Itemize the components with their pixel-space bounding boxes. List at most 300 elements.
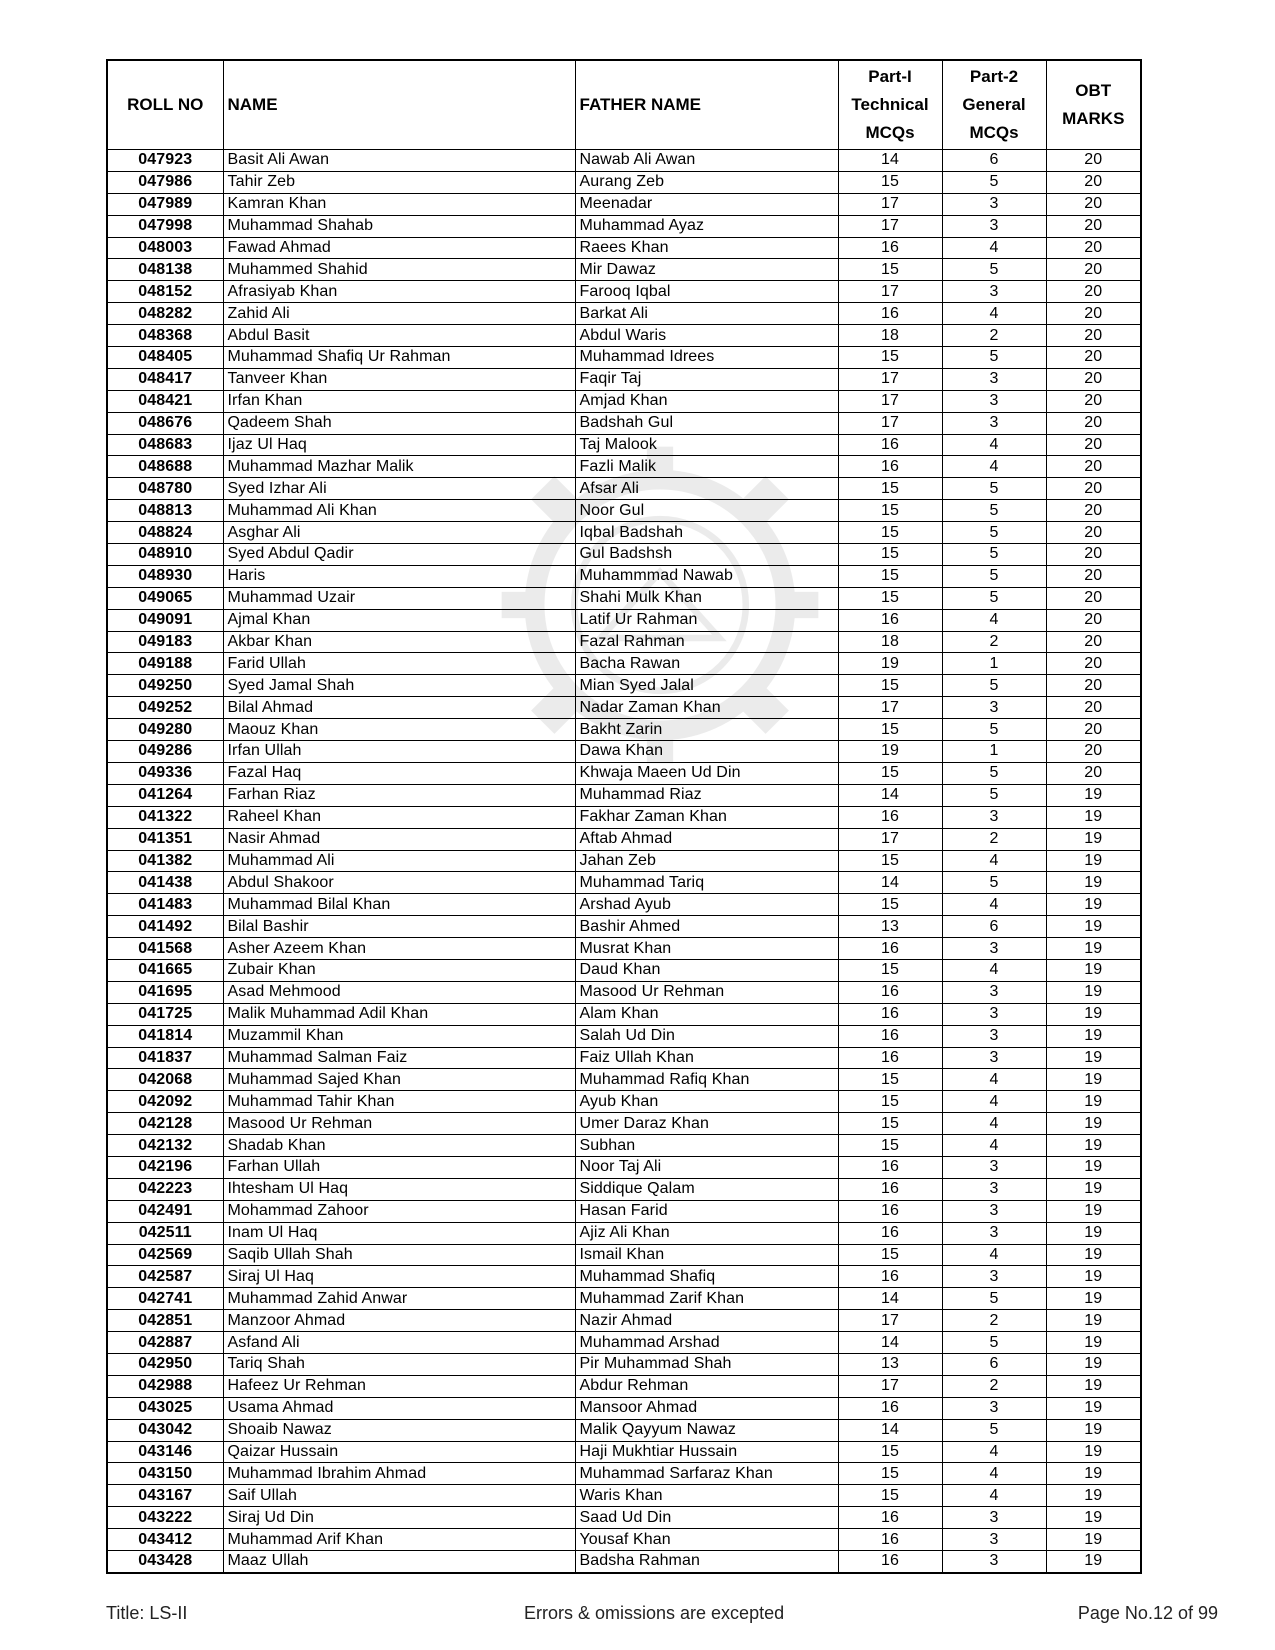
part2-score-cell: 3 — [942, 193, 1046, 215]
part1-score-cell: 16 — [838, 1551, 942, 1573]
obt-marks-cell: 20 — [1046, 325, 1141, 347]
part1-score-cell: 16 — [838, 609, 942, 631]
part2-score-cell: 3 — [942, 1003, 1046, 1025]
obt-marks-cell: 19 — [1046, 1397, 1141, 1419]
part2-score-cell: 3 — [942, 281, 1046, 303]
part2-score-cell: 4 — [942, 303, 1046, 325]
name-cell: Kamran Khan — [223, 193, 575, 215]
father-name-cell: Subhan — [575, 1135, 838, 1157]
part1-score-cell: 16 — [838, 1397, 942, 1419]
part2-score-cell: 5 — [942, 500, 1046, 522]
roll-no-cell: 042223 — [107, 1178, 223, 1200]
results-sheet — [106, 59, 1140, 1574]
name-cell: Hafeez Ur Rehman — [223, 1375, 575, 1397]
father-name-cell: Salah Ud Din — [575, 1025, 838, 1047]
part2-score-cell: 5 — [942, 719, 1046, 741]
obt-marks-cell: 19 — [1046, 1441, 1141, 1463]
obt-marks-cell: 19 — [1046, 1156, 1141, 1178]
obt-marks-cell: 20 — [1046, 215, 1141, 237]
father-name-cell: Fakhar Zaman Khan — [575, 806, 838, 828]
part2-score-cell: 3 — [942, 215, 1046, 237]
footer-page-number: Page No.12 of 99 — [1077, 1603, 1218, 1623]
father-name-cell: Muhammad Sarfaraz Khan — [575, 1463, 838, 1485]
name-cell: Masood Ur Rehman — [223, 1113, 575, 1135]
part1-score-cell: 15 — [838, 850, 942, 872]
roll-no-cell: 049286 — [107, 741, 223, 763]
father-name-cell: Malik Qayyum Nawaz — [575, 1419, 838, 1441]
obt-marks-cell: 19 — [1046, 1200, 1141, 1222]
table-row — [107, 281, 1141, 303]
obt-marks-cell: 19 — [1046, 872, 1141, 894]
name-cell: Irfan Ullah — [223, 741, 575, 763]
father-name-cell: Pir Muhammad Shah — [575, 1353, 838, 1375]
name-cell: Zahid Ali — [223, 303, 575, 325]
table-row — [107, 303, 1141, 325]
name-cell: Inam Ul Haq — [223, 1222, 575, 1244]
part1-score-cell: 16 — [838, 1003, 942, 1025]
roll-no-cell: 042887 — [107, 1332, 223, 1354]
obt-marks-cell: 19 — [1046, 1266, 1141, 1288]
father-name-cell: Dawa Khan — [575, 741, 838, 763]
roll-no-cell: 042851 — [107, 1310, 223, 1332]
name-cell: Asher Azeem Khan — [223, 938, 575, 960]
name-cell: Ijaz Ul Haq — [223, 434, 575, 456]
obt-marks-cell: 20 — [1046, 259, 1141, 281]
obt-marks-cell: 20 — [1046, 631, 1141, 653]
part1-score-cell: 15 — [838, 259, 942, 281]
father-name-cell: Faiz Ullah Khan — [575, 1047, 838, 1069]
part2-score-cell: 2 — [942, 1375, 1046, 1397]
table-row — [107, 1091, 1141, 1113]
part2-score-cell: 4 — [942, 1441, 1046, 1463]
name-cell: Mohammad Zahoor — [223, 1200, 575, 1222]
roll-no-cell: 048676 — [107, 412, 223, 434]
part2-score-cell: 4 — [942, 1069, 1046, 1091]
roll-no-cell: 041568 — [107, 938, 223, 960]
part1-score-cell: 14 — [838, 872, 942, 894]
table-row — [107, 1375, 1141, 1397]
father-name-cell: Noor Taj Ali — [575, 1156, 838, 1178]
obt-marks-cell: 19 — [1046, 1244, 1141, 1266]
roll-no-cell: 043042 — [107, 1419, 223, 1441]
name-cell: Muhammed Shahid — [223, 259, 575, 281]
name-cell: Asad Mehmood — [223, 981, 575, 1003]
header-obt-line: MARKS — [1062, 109, 1125, 128]
roll-no-cell: 041264 — [107, 784, 223, 806]
part1-score-cell: 15 — [838, 522, 942, 544]
obt-marks-cell: 19 — [1046, 981, 1141, 1003]
part1-score-cell: 17 — [838, 215, 942, 237]
roll-no-cell: 047986 — [107, 171, 223, 193]
part2-score-cell: 3 — [942, 1156, 1046, 1178]
part2-score-cell: 6 — [942, 150, 1046, 172]
part2-score-cell: 3 — [942, 1397, 1046, 1419]
name-cell: Asghar Ali — [223, 522, 575, 544]
father-name-cell: Jahan Zeb — [575, 850, 838, 872]
obt-marks-cell: 20 — [1046, 741, 1141, 763]
part1-score-cell: 19 — [838, 653, 942, 675]
obt-marks-cell: 20 — [1046, 434, 1141, 456]
roll-no-cell: 042128 — [107, 1113, 223, 1135]
part2-score-cell: 3 — [942, 1529, 1046, 1551]
name-cell: Syed Abdul Qadir — [223, 544, 575, 566]
header-part2-line: Part-2 — [969, 67, 1019, 86]
name-cell: Nasir Ahmad — [223, 828, 575, 850]
part2-score-cell: 4 — [942, 1091, 1046, 1113]
part2-score-cell: 3 — [942, 938, 1046, 960]
name-cell: Muhammad Uzair — [223, 587, 575, 609]
table-row — [107, 828, 1141, 850]
roll-no-cell: 049252 — [107, 697, 223, 719]
roll-no-cell: 042988 — [107, 1375, 223, 1397]
father-name-cell: Waris Khan — [575, 1485, 838, 1507]
part1-score-cell: 16 — [838, 1200, 942, 1222]
header-part2-line: MCQs — [969, 123, 1019, 142]
roll-no-cell: 042196 — [107, 1156, 223, 1178]
roll-no-cell: 048138 — [107, 259, 223, 281]
part1-score-cell: 15 — [838, 544, 942, 566]
table-row — [107, 806, 1141, 828]
part1-score-cell: 14 — [838, 150, 942, 172]
table-row — [107, 1178, 1141, 1200]
part1-score-cell: 17 — [838, 412, 942, 434]
obt-marks-cell: 19 — [1046, 1529, 1141, 1551]
part2-score-cell: 5 — [942, 544, 1046, 566]
part1-score-cell: 17 — [838, 828, 942, 850]
name-cell: Muhammad Shahab — [223, 215, 575, 237]
table-row — [107, 1353, 1141, 1375]
father-name-cell: Siddique Qalam — [575, 1178, 838, 1200]
roll-no-cell: 041382 — [107, 850, 223, 872]
table-row — [107, 587, 1141, 609]
header-part2-line: General — [962, 95, 1026, 114]
table-row — [107, 784, 1141, 806]
name-cell: Muhammad Ali — [223, 850, 575, 872]
part1-score-cell: 15 — [838, 719, 942, 741]
part2-score-cell: 5 — [942, 478, 1046, 500]
obt-marks-cell: 20 — [1046, 587, 1141, 609]
table-row — [107, 522, 1141, 544]
roll-no-cell: 042092 — [107, 1091, 223, 1113]
roll-no-cell: 043222 — [107, 1507, 223, 1529]
father-name-cell: Mansoor Ahmad — [575, 1397, 838, 1419]
obt-marks-cell: 19 — [1046, 1178, 1141, 1200]
table-row — [107, 1288, 1141, 1310]
name-cell: Haris — [223, 565, 575, 587]
name-cell: Usama Ahmad — [223, 1397, 575, 1419]
table-row — [107, 368, 1141, 390]
name-cell: Muhammad Shafiq Ur Rahman — [223, 347, 575, 369]
obt-marks-cell: 19 — [1046, 1375, 1141, 1397]
name-cell: Shadab Khan — [223, 1135, 575, 1157]
father-name-cell: Alam Khan — [575, 1003, 838, 1025]
father-name-cell: Raees Khan — [575, 237, 838, 259]
father-name-cell: Muhammmad Nawab — [575, 565, 838, 587]
father-name-cell: Musrat Khan — [575, 938, 838, 960]
table-row — [107, 500, 1141, 522]
obt-marks-cell: 19 — [1046, 894, 1141, 916]
table-row — [107, 1485, 1141, 1507]
roll-no-cell: 049065 — [107, 587, 223, 609]
obt-marks-cell: 19 — [1046, 1310, 1141, 1332]
table-row — [107, 456, 1141, 478]
header-row — [107, 60, 1141, 150]
roll-no-cell: 042491 — [107, 1200, 223, 1222]
father-name-cell: Ismail Khan — [575, 1244, 838, 1266]
obt-marks-cell: 20 — [1046, 150, 1141, 172]
part2-score-cell: 6 — [942, 1353, 1046, 1375]
name-cell: Fawad Ahmad — [223, 237, 575, 259]
father-name-cell: Muhammad Tariq — [575, 872, 838, 894]
father-name-cell: Mir Dawaz — [575, 259, 838, 281]
table-row — [107, 1419, 1141, 1441]
table-row — [107, 894, 1141, 916]
father-name-cell: Abdur Rehman — [575, 1375, 838, 1397]
roll-no-cell: 042068 — [107, 1069, 223, 1091]
obt-marks-cell: 20 — [1046, 609, 1141, 631]
obt-marks-cell: 19 — [1046, 1003, 1141, 1025]
part1-score-cell: 18 — [838, 325, 942, 347]
table-row — [107, 1551, 1141, 1573]
name-cell: Afrasiyab Khan — [223, 281, 575, 303]
roll-no-cell: 048368 — [107, 325, 223, 347]
table-row — [107, 171, 1141, 193]
name-cell: Muhammad Mazhar Malik — [223, 456, 575, 478]
obt-marks-cell: 20 — [1046, 347, 1141, 369]
header-father-name: FATHER NAME — [575, 60, 838, 150]
table-row — [107, 1025, 1141, 1047]
table-row — [107, 1069, 1141, 1091]
table-row — [107, 741, 1141, 763]
obt-marks-cell: 19 — [1046, 828, 1141, 850]
part1-score-cell: 13 — [838, 916, 942, 938]
table-row — [107, 1200, 1141, 1222]
name-cell: Maaz Ullah — [223, 1551, 575, 1573]
table-row — [107, 1507, 1141, 1529]
part2-score-cell: 3 — [942, 806, 1046, 828]
obt-marks-cell: 19 — [1046, 1463, 1141, 1485]
roll-no-cell: 049336 — [107, 762, 223, 784]
name-cell: Bilal Bashir — [223, 916, 575, 938]
father-name-cell: Daud Khan — [575, 959, 838, 981]
obt-marks-cell: 20 — [1046, 368, 1141, 390]
name-cell: Tahir Zeb — [223, 171, 575, 193]
name-cell: Syed Jamal Shah — [223, 675, 575, 697]
name-cell: Qaizar Hussain — [223, 1441, 575, 1463]
roll-no-cell: 043428 — [107, 1551, 223, 1573]
roll-no-cell: 049091 — [107, 609, 223, 631]
part2-score-cell: 5 — [942, 259, 1046, 281]
father-name-cell: Bacha Rawan — [575, 653, 838, 675]
father-name-cell: Faqir Taj — [575, 368, 838, 390]
roll-no-cell: 049188 — [107, 653, 223, 675]
roll-no-cell: 043150 — [107, 1463, 223, 1485]
table-row — [107, 872, 1141, 894]
obt-marks-cell: 19 — [1046, 784, 1141, 806]
name-cell: Muhammad Ali Khan — [223, 500, 575, 522]
table-row — [107, 193, 1141, 215]
obt-marks-cell: 19 — [1046, 1332, 1141, 1354]
part2-score-cell: 5 — [942, 675, 1046, 697]
name-cell: Farhan Riaz — [223, 784, 575, 806]
part2-score-cell: 5 — [942, 1288, 1046, 1310]
part1-score-cell: 16 — [838, 1025, 942, 1047]
father-name-cell: Shahi Mulk Khan — [575, 587, 838, 609]
part1-score-cell: 18 — [838, 631, 942, 653]
roll-no-cell: 048282 — [107, 303, 223, 325]
part1-score-cell: 16 — [838, 237, 942, 259]
part2-score-cell: 4 — [942, 237, 1046, 259]
part1-score-cell: 17 — [838, 390, 942, 412]
name-cell: Manzoor Ahmad — [223, 1310, 575, 1332]
table-row — [107, 347, 1141, 369]
part2-score-cell: 4 — [942, 1244, 1046, 1266]
part2-score-cell: 3 — [942, 368, 1046, 390]
father-name-cell: Umer Daraz Khan — [575, 1113, 838, 1135]
obt-marks-cell: 20 — [1046, 500, 1141, 522]
obt-marks-cell: 20 — [1046, 303, 1141, 325]
part2-score-cell: 3 — [942, 1200, 1046, 1222]
father-name-cell: Aurang Zeb — [575, 171, 838, 193]
part2-score-cell: 5 — [942, 762, 1046, 784]
part2-score-cell: 5 — [942, 587, 1046, 609]
obt-marks-cell: 19 — [1046, 959, 1141, 981]
table-row — [107, 762, 1141, 784]
father-name-cell: Afsar Ali — [575, 478, 838, 500]
roll-no-cell: 041725 — [107, 1003, 223, 1025]
part2-score-cell: 5 — [942, 1332, 1046, 1354]
roll-no-cell: 041837 — [107, 1047, 223, 1069]
roll-no-cell: 041492 — [107, 916, 223, 938]
table-row — [107, 1047, 1141, 1069]
table-row — [107, 938, 1141, 960]
part2-score-cell: 3 — [942, 1507, 1046, 1529]
part2-score-cell: 5 — [942, 171, 1046, 193]
name-cell: Muhammad Zahid Anwar — [223, 1288, 575, 1310]
table-row — [107, 916, 1141, 938]
part2-score-cell: 4 — [942, 850, 1046, 872]
part1-score-cell: 16 — [838, 1178, 942, 1200]
name-cell: Bilal Ahmad — [223, 697, 575, 719]
name-cell: Saqib Ullah Shah — [223, 1244, 575, 1266]
roll-no-cell: 042741 — [107, 1288, 223, 1310]
header-obt-marks — [1046, 60, 1141, 150]
name-cell: Fazal Haq — [223, 762, 575, 784]
obt-marks-cell: 19 — [1046, 1485, 1141, 1507]
father-name-cell: Latif Ur Rahman — [575, 609, 838, 631]
table-row — [107, 565, 1141, 587]
obt-marks-cell: 20 — [1046, 390, 1141, 412]
part2-score-cell: 4 — [942, 609, 1046, 631]
part2-score-cell: 6 — [942, 916, 1046, 938]
roll-no-cell: 043412 — [107, 1529, 223, 1551]
table-row — [107, 1222, 1141, 1244]
father-name-cell: Haji Mukhtiar Hussain — [575, 1441, 838, 1463]
obt-marks-cell: 19 — [1046, 1135, 1141, 1157]
name-cell: Farhan Ullah — [223, 1156, 575, 1178]
header-name: NAME — [223, 60, 575, 150]
name-cell: Saif Ullah — [223, 1485, 575, 1507]
part2-score-cell: 3 — [942, 1551, 1046, 1573]
roll-no-cell: 043025 — [107, 1397, 223, 1419]
name-cell: Akbar Khan — [223, 631, 575, 653]
father-name-cell: Muhammad Arshad — [575, 1332, 838, 1354]
table-row — [107, 1156, 1141, 1178]
part1-score-cell: 14 — [838, 1332, 942, 1354]
part2-score-cell: 3 — [942, 981, 1046, 1003]
part1-score-cell: 15 — [838, 478, 942, 500]
table-row — [107, 259, 1141, 281]
part1-score-cell: 15 — [838, 1069, 942, 1091]
father-name-cell: Muhammad Ayaz — [575, 215, 838, 237]
table-row — [107, 150, 1141, 172]
father-name-cell: Barkat Ali — [575, 303, 838, 325]
roll-no-cell: 043167 — [107, 1485, 223, 1507]
name-cell: Tariq Shah — [223, 1353, 575, 1375]
roll-no-cell: 048688 — [107, 456, 223, 478]
part2-score-cell: 5 — [942, 565, 1046, 587]
part2-score-cell: 3 — [942, 412, 1046, 434]
part2-score-cell: 5 — [942, 522, 1046, 544]
table-row — [107, 390, 1141, 412]
table-row — [107, 478, 1141, 500]
obt-marks-cell: 20 — [1046, 565, 1141, 587]
part1-score-cell: 16 — [838, 456, 942, 478]
obt-marks-cell: 19 — [1046, 1507, 1141, 1529]
table-row — [107, 1397, 1141, 1419]
obt-marks-cell: 19 — [1046, 1353, 1141, 1375]
part2-score-cell: 2 — [942, 828, 1046, 850]
table-row — [107, 215, 1141, 237]
name-cell: Asfand Ali — [223, 1332, 575, 1354]
roll-no-cell: 048910 — [107, 544, 223, 566]
part2-score-cell: 1 — [942, 653, 1046, 675]
header-part1-line: Technical — [851, 95, 929, 114]
obt-marks-cell: 20 — [1046, 193, 1141, 215]
table-row — [107, 653, 1141, 675]
obt-marks-cell: 20 — [1046, 478, 1141, 500]
father-name-cell: Taj Malook — [575, 434, 838, 456]
name-cell: Shoaib Nawaz — [223, 1419, 575, 1441]
name-cell: Farid Ullah — [223, 653, 575, 675]
father-name-cell: Muhammad Idrees — [575, 347, 838, 369]
table-row — [107, 544, 1141, 566]
part2-score-cell: 3 — [942, 697, 1046, 719]
part2-score-cell: 5 — [942, 1419, 1046, 1441]
roll-no-cell: 049183 — [107, 631, 223, 653]
roll-no-cell: 048417 — [107, 368, 223, 390]
father-name-cell: Ajiz Ali Khan — [575, 1222, 838, 1244]
obt-marks-cell: 20 — [1046, 675, 1141, 697]
name-cell: Basit Ali Awan — [223, 150, 575, 172]
table-row — [107, 325, 1141, 347]
father-name-cell: Ayub Khan — [575, 1091, 838, 1113]
obt-marks-cell: 20 — [1046, 237, 1141, 259]
roll-no-cell: 048421 — [107, 390, 223, 412]
part1-score-cell: 15 — [838, 587, 942, 609]
name-cell: Qadeem Shah — [223, 412, 575, 434]
father-name-cell: Iqbal Badshah — [575, 522, 838, 544]
part2-score-cell: 3 — [942, 1266, 1046, 1288]
roll-no-cell: 049250 — [107, 675, 223, 697]
header-part1-line: MCQs — [865, 123, 915, 142]
part2-score-cell: 2 — [942, 325, 1046, 347]
obt-marks-cell: 19 — [1046, 1419, 1141, 1441]
obt-marks-cell: 19 — [1046, 1025, 1141, 1047]
roll-no-cell: 041351 — [107, 828, 223, 850]
roll-no-cell: 042132 — [107, 1135, 223, 1157]
name-cell: Abdul Basit — [223, 325, 575, 347]
